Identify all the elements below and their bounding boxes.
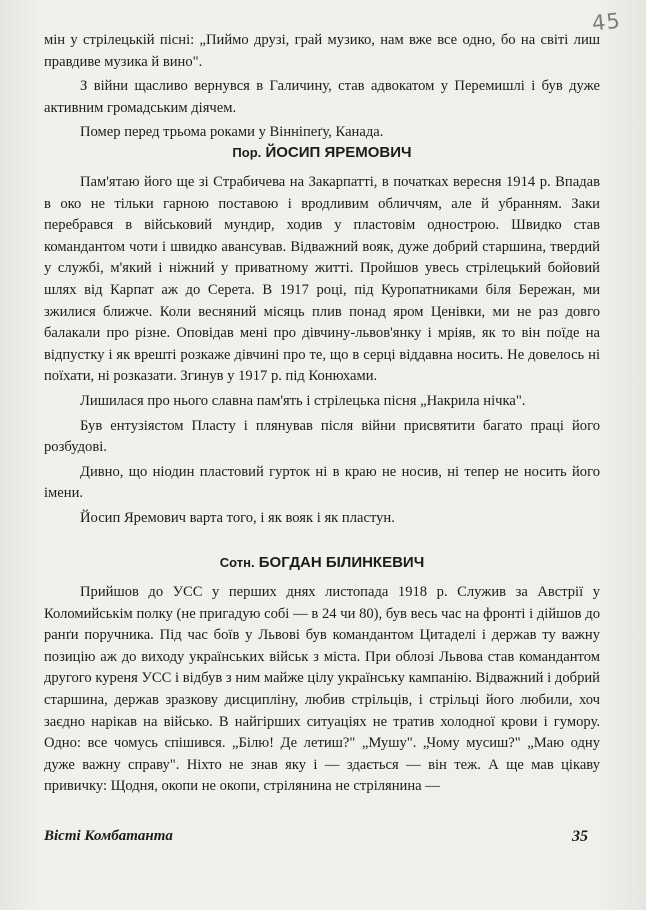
handwritten-page-mark: 45 [590,8,622,36]
page-number: 35 [572,828,588,845]
section-heading-2 [44,554,600,571]
section-heading-1 [44,144,600,161]
body-paragraph: Йосип Яремович варта того, і як вояк і як пластун. [80,509,395,526]
heading-rank: Пор. [232,145,262,160]
body-paragraph: Пам'ятаю його ще зі Страбичева на Закарпатті, в початках вересня 1914 р. Впадав в око не тільки гарною поставою і вродливим обличчям, але й убранням. Заки перебрався в військовий мундир, ходив у пластовім однострою. Швидко став командантом чоти і швидко авансував. Відважний вояк, дуже добрий старшина, твердий у службі, м'який і ніжний у приватному житті. Пройшов увесь стрілецький бойовий шлях від Карпат аж до Серета. В 1917 році, під Куропатниками біля Бережан, ми зжилися ближче. Коли весняний місяць плив понад яром Ценівки, ми не раз довго балакали про різне. Оповідав мені про дівчину-львов'янку і мріяв, як то він поїде на відпустку і як врешті розкаже дівчині про те, що в серці віддавна носить. Не довелось ні поїхати, ні розказати. Згинув у 1917 р. під Конюхами. [44,174,600,385]
intro-block [44,30,600,147]
body-paragraph: Лишилася про нього славна пам'ять і стрілецька пісня „Накрила нічка". [80,392,526,409]
intro-paragraph: мін у стрілецькій пісні: „Пиймо друзі, грай музико, нам вже все одно, бо на світі лиш правдиве музика й вино". [44,32,600,70]
section-1-body [44,172,600,533]
heading-name: ЙОСИП ЯРЕМОВИЧ [265,144,412,161]
body-paragraph: Був ентузіястом Пласту і плянував після війни присвятити багато праці його розбудові. [44,417,600,456]
heading-name: БОГДАН БІЛИНКЕВИЧ [258,554,425,571]
body-paragraph: Дивно, що ніодин пластовий гурток ні в краю не носив, ні тепер не носить його імени. [44,463,600,502]
heading-rank: Сотн. [219,555,255,570]
intro-paragraph: З війни щасливо вернувся в Галичину, став адвокатом у Перемишлі і був дуже активним громадським діячем. [44,78,600,116]
body-paragraph: Прийшов до УСС у перших днях листопада 1918 р. Служив за Австрії у Коломийськім полку (не пригадую собі — в 24 чи 80), був весь час на фронті і дійшов до ранґи поручника. Під час боїв у Львові був командантом Цитаделі і держав ту важну позицію аж до виходу українських військ з міста. При облозі Львова став командантом другого куреня УСС і відбув з ним майже цілу українську кампанію. Відважний і добрий старшина, держав зразкову дисципліну, любив стрільців, і стрільці його любили, хоч заєдно нарікав на військо. В найгірших ситуаціях не тратив холодної крови і гумору. Одно: все чомусь спішився. „Білю! Де летиш?" „Мушу". „Чому мусиш?" „Маю одну дуже важну справу". Ніхто не знав яку і — здається — він теж. А ще мав цікаву привичку: Щодня, окопи не окопи, стрілянина не стрілянина — [44,584,600,795]
section-2-body [44,582,600,801]
publication-title: Вісті Комбатанта [44,828,173,844]
intro-paragraph: Помер перед трьома роками у Вінніпеґу, Канада. [80,124,384,141]
